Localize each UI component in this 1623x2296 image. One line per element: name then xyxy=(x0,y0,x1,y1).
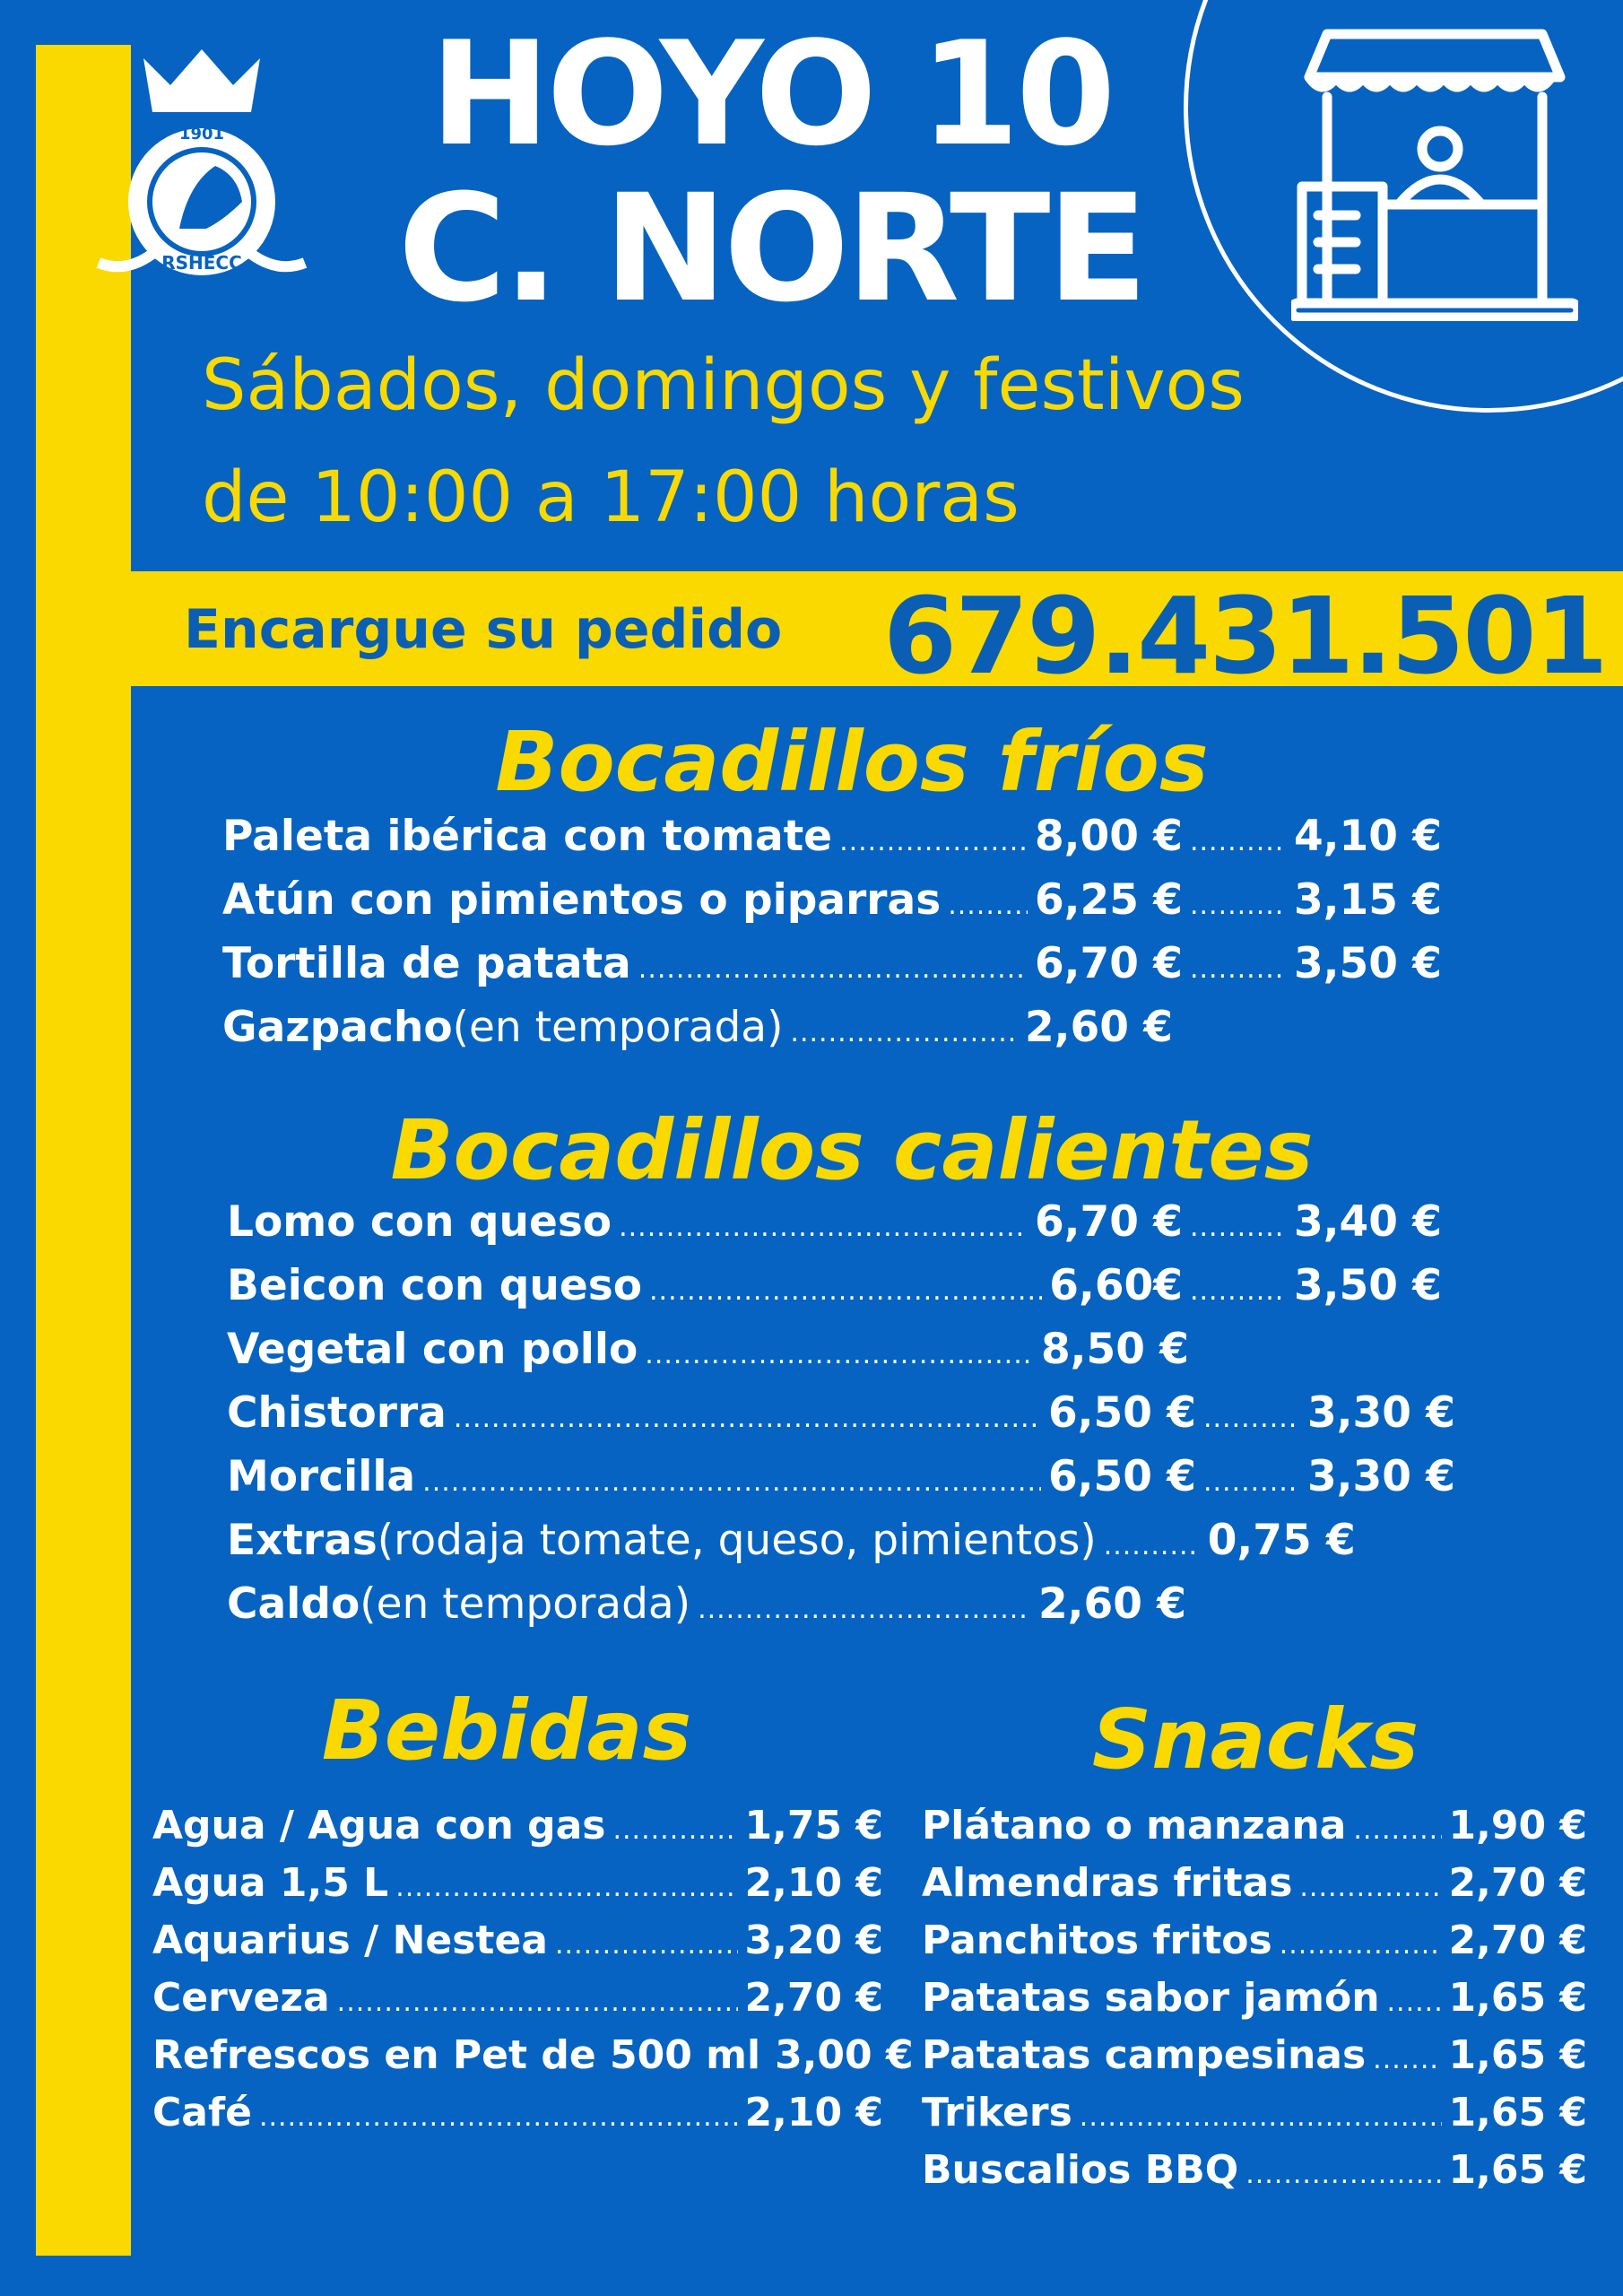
item-half-price: 3,40 € xyxy=(1293,1197,1442,1247)
section-title-hot: Bocadillos calientes xyxy=(390,1102,1314,1198)
menu-item xyxy=(222,875,1442,939)
item-name: Extras xyxy=(227,1516,378,1565)
menu-item xyxy=(222,939,1442,1003)
section-title-cold: Bocadillos fríos xyxy=(495,714,1209,810)
menu-item xyxy=(222,812,1442,875)
item-price: 6,25 € xyxy=(1034,875,1183,925)
menu-item xyxy=(152,1918,883,1975)
menu-item xyxy=(922,1975,1587,2032)
item-name: Refrescos en Pet de 500 ml xyxy=(152,2032,761,2078)
item-name: Gazpacho xyxy=(222,1003,453,1052)
drinks-list xyxy=(152,1803,914,2147)
logo-year: 1901 xyxy=(178,125,225,144)
item-price: 1,65 € xyxy=(1448,1975,1587,2021)
menu-item xyxy=(222,1003,1173,1066)
item-price: 3,20 € xyxy=(744,1918,883,1963)
item-half-price: 3,30 € xyxy=(1306,1388,1455,1438)
item-price: 6,70 € xyxy=(1034,1197,1183,1247)
menu-item xyxy=(922,1918,1587,1975)
menu-item xyxy=(227,1325,1189,1388)
item-price: 2,10 € xyxy=(744,1860,883,1906)
item-name: Agua 1,5 L xyxy=(152,1860,389,1906)
menu-item xyxy=(922,2147,1587,2205)
item-name: Trikers xyxy=(922,2090,1072,2135)
menu-item xyxy=(152,1803,883,1860)
item-price: 2,70 € xyxy=(744,1975,883,2021)
menu-item xyxy=(227,1452,1455,1516)
item-half-price: 3,50 € xyxy=(1293,1261,1442,1310)
item-price: 6,50 € xyxy=(1047,1452,1196,1501)
snacks-list xyxy=(922,1803,1587,2205)
cold-list xyxy=(222,812,1442,1066)
item-name: Patatas campesinas xyxy=(922,2032,1367,2078)
item-name: Chistorra xyxy=(227,1388,447,1438)
item-name: Café xyxy=(152,2090,252,2135)
menu-item xyxy=(922,2090,1587,2147)
menu-item xyxy=(227,1579,1186,1643)
item-price: 1,65 € xyxy=(1448,2032,1587,2078)
item-name: Plátano o manzana xyxy=(922,1803,1347,1848)
menu-item xyxy=(152,1975,883,2032)
menu-item xyxy=(922,1803,1587,1860)
item-price: 6,70 € xyxy=(1034,939,1183,988)
section-title-drinks: Bebidas xyxy=(321,1683,692,1779)
menu-item xyxy=(227,1261,1442,1325)
item-price: 6,60€ xyxy=(1049,1261,1183,1310)
item-name: Lomo con queso xyxy=(227,1197,612,1247)
item-price: 3,00 € xyxy=(775,2032,914,2078)
item-name: Almendras fritas xyxy=(922,1860,1293,1906)
item-price: 2,60 € xyxy=(1037,1579,1186,1629)
item-price: 1,65 € xyxy=(1448,2090,1587,2135)
section-title-snacks: Snacks xyxy=(1091,1692,1419,1787)
menu-item xyxy=(227,1516,1446,1579)
order-label: Encargue su pedido xyxy=(184,598,783,661)
title-line-1: HOYO 10 xyxy=(430,10,1113,178)
hours-days: Sábados, domingos y festivos xyxy=(202,345,1245,426)
hot-list xyxy=(227,1197,1455,1643)
kiosk-icon xyxy=(1291,25,1578,321)
item-name: Paleta ibérica con tomate xyxy=(222,812,833,861)
item-price: 2,70 € xyxy=(1448,1918,1587,1963)
item-name: Vegetal con pollo xyxy=(227,1325,638,1374)
item-price: 8,50 € xyxy=(1040,1325,1189,1374)
item-price: 1,75 € xyxy=(744,1803,883,1848)
item-name: Patatas sabor jamón xyxy=(922,1975,1380,2021)
item-name: Cerveza xyxy=(152,1975,330,2021)
title-line-2: C. NORTE xyxy=(397,162,1145,335)
item-name: Panchitos fritos xyxy=(922,1918,1272,1963)
logo-text: RSHECC xyxy=(161,252,242,274)
menu-item xyxy=(227,1197,1442,1261)
menu-item xyxy=(152,2090,883,2147)
menu-item xyxy=(227,1388,1455,1452)
item-note: (rodaja tomate, queso, pimientos) xyxy=(377,1516,1097,1565)
item-price: 8,00 € xyxy=(1034,812,1183,861)
item-half-price: 3,30 € xyxy=(1306,1452,1455,1501)
menu-item xyxy=(152,1860,883,1918)
item-price: 2,10 € xyxy=(744,2090,883,2135)
item-name: Caldo xyxy=(227,1579,360,1629)
item-half-price: 4,10 € xyxy=(1293,812,1442,861)
item-half-price: 3,50 € xyxy=(1293,939,1442,988)
item-name: Beicon con queso xyxy=(227,1261,643,1310)
item-price: 2,60 € xyxy=(1024,1003,1173,1052)
item-half-price: 3,15 € xyxy=(1293,875,1442,925)
item-price: 1,65 € xyxy=(1448,2147,1587,2193)
item-note: (en temporada) xyxy=(452,1003,784,1052)
hours-time: de 10:00 a 17:00 horas xyxy=(202,457,1020,538)
order-phone[interactable]: 679.431.501 xyxy=(883,574,1607,698)
item-name: Agua / Agua con gas xyxy=(152,1803,606,1848)
item-price: 2,70 € xyxy=(1448,1860,1587,1906)
yellow-side-bar xyxy=(36,45,131,2256)
item-price: 6,50 € xyxy=(1047,1388,1196,1438)
item-half-price: 0,75 € xyxy=(1207,1516,1356,1565)
menu-item xyxy=(922,1860,1587,1918)
item-name: Aquarius / Nestea xyxy=(152,1918,548,1963)
menu-item xyxy=(152,2032,914,2090)
item-name: Morcilla xyxy=(227,1452,416,1501)
item-note: (en temporada) xyxy=(360,1579,691,1629)
item-price: 1,90 € xyxy=(1448,1803,1587,1848)
item-name: Tortilla de patata xyxy=(222,939,631,988)
item-name: Buscalios BBQ xyxy=(922,2147,1239,2193)
menu-item xyxy=(922,2032,1587,2090)
club-logo xyxy=(90,49,314,291)
item-name: Atún con pimientos o piparras xyxy=(222,875,942,925)
